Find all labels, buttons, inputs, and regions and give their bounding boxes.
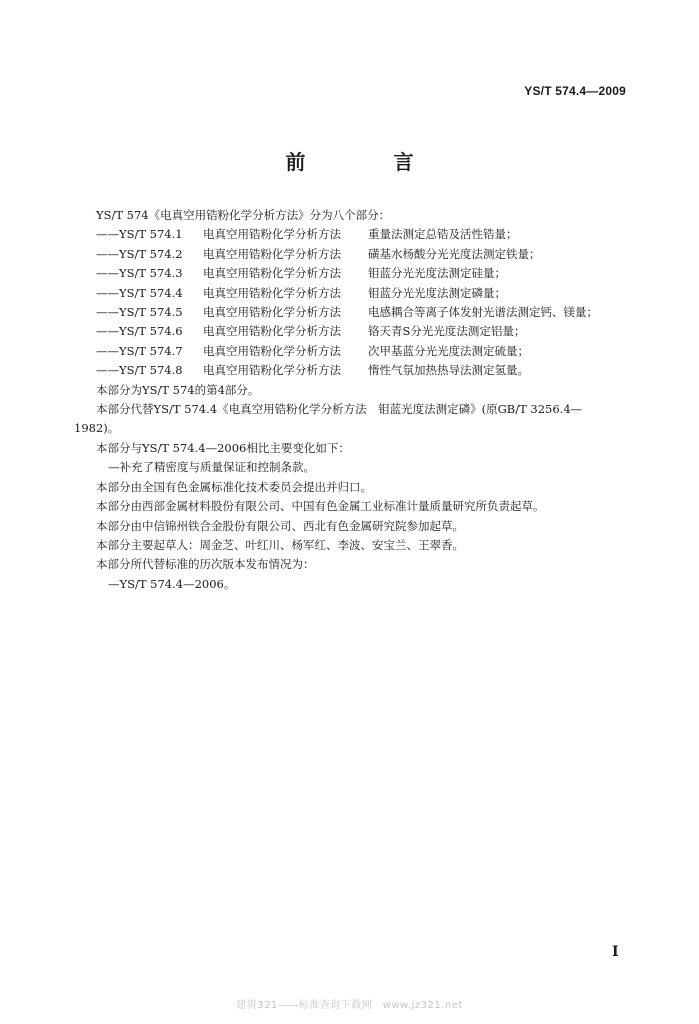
part-subject: 重量法测定总锆及活性锆量； [368,227,518,242]
page-number: I [612,944,619,960]
part-code: ——YS/T 574.2 [96,246,183,261]
paragraph-drafted-by: 本部分由西部金属材料股份有限公司、中国有色金属工业标准计量质量研究所负责起草。 [96,499,545,514]
part-code: ——YS/T 574.4 [96,285,183,300]
paragraph-replaces: 本部分代替YS/T 574.4《电真空用锆粉化学分析方法 钼蓝光度法测定磷》(原GB/T 3256.4— [96,402,583,417]
part-subject: 钼蓝分光光度法测定磷量； [368,285,506,300]
part-code: ——YS/T 574.8 [96,363,183,378]
part-method: 电真空用锆粉化学分析方法 [203,266,341,281]
part-code: ——YS/T 574.7 [96,343,183,358]
part-code: ——YS/T 574.5 [96,305,183,320]
part-subject: 磺基水杨酸分光光度法测定铁量； [368,246,541,261]
history-item: —YS/T 574.4—2006。 [108,576,236,591]
list-item [96,245,638,264]
paragraph-replaces-continued: 1982)。 [74,421,120,436]
part-method: 电真空用锆粉化学分析方法 [203,285,341,300]
part-method: 电真空用锆粉化学分析方法 [203,324,341,339]
list-item [96,284,638,303]
part-method: 电真空用锆粉化学分析方法 [203,305,341,320]
foreword-body [74,206,638,594]
paragraph-drafters: 本部分主要起草人：周金芝、叶红川、杨军红、李波、安宝兰、王翠香。 [96,537,464,552]
list-item [96,264,638,283]
part-method: 电真空用锆粉化学分析方法 [203,343,341,358]
part-method: 电真空用锆粉化学分析方法 [203,246,341,261]
standard-number: YS/T 574.4—2009 [524,84,626,98]
list-item [96,361,638,380]
changes-item: —补充了精密度与质量保证和控制条款。 [108,460,315,475]
part-method: 电真空用锆粉化学分析方法 [203,363,341,378]
list-item [96,225,638,244]
part-code: ——YS/T 574.3 [96,266,183,281]
watermark: 建筑321——标准查询下载网 www.jz321.net [236,1000,463,1011]
paragraph-proposed-by: 本部分由全国有色金属标准化技术委员会提出并归口。 [96,479,372,494]
part-subject: 次甲基蓝分光光度法测定硫量； [368,343,529,358]
part-subject: 电感耦合等离子体发射光谱法测定钙、镁量； [368,305,598,320]
list-item [96,342,638,361]
part-subject: 铬天青S分光光度法测定铝量； [368,324,526,339]
paragraph-participants: 本部分由中信锦州铁合金股份有限公司、西北有色金属研究院参加起草。 [96,518,464,533]
paragraph-history: 本部分所代替标准的历次版本发布情况为： [96,557,315,572]
part-method: 电真空用锆粉化学分析方法 [203,227,341,242]
list-item [96,303,638,322]
page-title: 前 言 [285,150,448,174]
part-subject: 惰性气氛加热热导法测定氢量。 [368,363,529,378]
part-code: ——YS/T 574.6 [96,324,183,339]
paragraph-part-number: 本部分为YS/T 574的第4部分。 [96,382,260,397]
part-code: ——YS/T 574.1 [96,227,183,242]
paragraph-changes: 本部分与YS/T 574.4—2006相比主要变化如下： [96,440,350,455]
part-subject: 钼蓝分光光度法测定硅量； [368,266,506,281]
parts-list [96,225,638,380]
list-item [96,322,638,341]
intro-text: YS/T 574《电真空用锆粉化学分析方法》分为八个部分： [96,208,391,222]
